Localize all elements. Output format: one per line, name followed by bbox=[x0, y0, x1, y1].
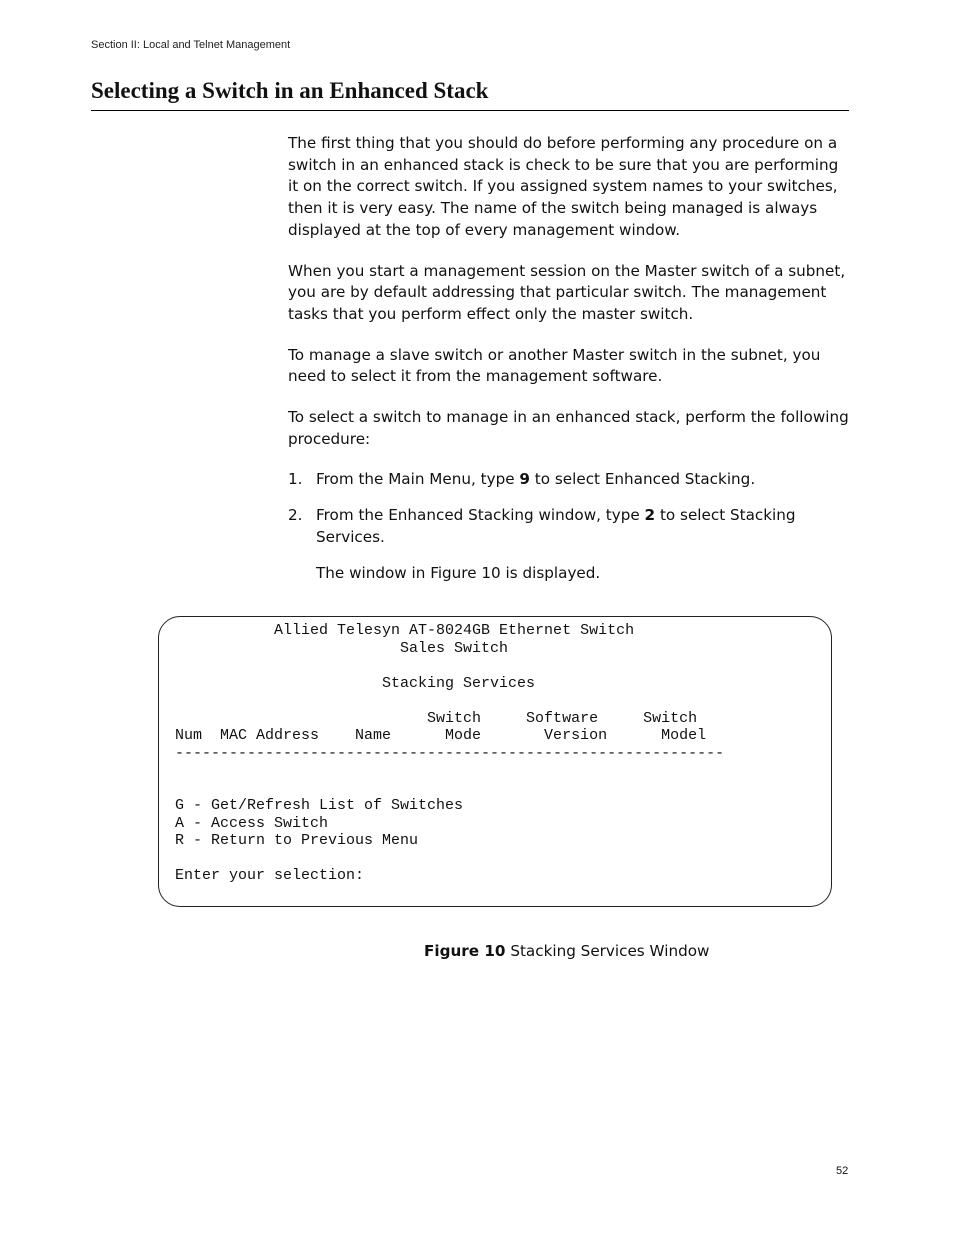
terminal-line: R - Return to Previous Menu bbox=[175, 832, 419, 849]
terminal-line: Stacking Services bbox=[175, 674, 536, 692]
figure-label: Figure 10 bbox=[424, 942, 506, 960]
procedure-steps bbox=[288, 469, 853, 584]
paragraph: To select a switch to manage in an enhanced stack, perform the following procedure: bbox=[288, 408, 849, 448]
step-note: The window in Figure 10 is displayed. bbox=[316, 563, 601, 582]
terminal-line: G - Get/Refresh List of Switches bbox=[175, 797, 464, 814]
step-2 bbox=[288, 505, 853, 584]
step-text: to select Enhanced Stacking. bbox=[529, 470, 756, 489]
paragraph: When you start a management session on the Master switch of a subnet, you are by default addressing that particular switch. The management tasks that you perform effect only the master switch. bbox=[288, 261, 846, 323]
title-rule bbox=[91, 110, 849, 111]
step-1 bbox=[288, 469, 853, 491]
terminal-line: Switch Software Switch bbox=[175, 709, 698, 727]
terminal-line: Enter your selection: bbox=[175, 867, 365, 884]
terminal-line: Num MAC Address Name Mode Version Model bbox=[175, 727, 707, 744]
section-header: Section II: Local and Telnet Management bbox=[91, 39, 291, 51]
paragraph: The first thing that you should do before performing any procedure on a switch in an enhanced stack is check to be sure that you are performing it on the correct switch. If you assigned system names to your switches, then it is very easy. The name of the switch being managed is always displayed at the top of every management window. bbox=[288, 134, 839, 239]
terminal-line: Allied Telesyn AT-8024GB Ethernet Switch bbox=[175, 622, 635, 639]
step-key: 2 bbox=[644, 506, 656, 525]
figure-caption bbox=[424, 942, 709, 960]
terminal-line: Sales Switch bbox=[175, 639, 509, 657]
step-number: 1. bbox=[288, 470, 303, 489]
terminal-line: ------------------------------------------------------------- bbox=[175, 744, 725, 762]
step-text: to select Stacking Services. bbox=[316, 506, 796, 546]
page-title: Selecting a Switch in an Enhanced Stack bbox=[91, 78, 489, 103]
step-key: 9 bbox=[519, 470, 530, 489]
step-text: From the Enhanced Stacking window, type bbox=[316, 506, 645, 525]
step-text: From the Main Menu, type bbox=[316, 470, 520, 489]
terminal-screen bbox=[175, 622, 724, 885]
terminal-line: A - Access Switch bbox=[175, 814, 329, 832]
step-number: 2. bbox=[288, 506, 303, 525]
figure-title: Stacking Services Window bbox=[510, 942, 710, 960]
page-number: 52 bbox=[836, 1165, 849, 1177]
paragraph: To manage a slave switch or another Master switch in the subnet, you need to select it from the management software. bbox=[288, 345, 821, 386]
body-text bbox=[288, 133, 853, 598]
